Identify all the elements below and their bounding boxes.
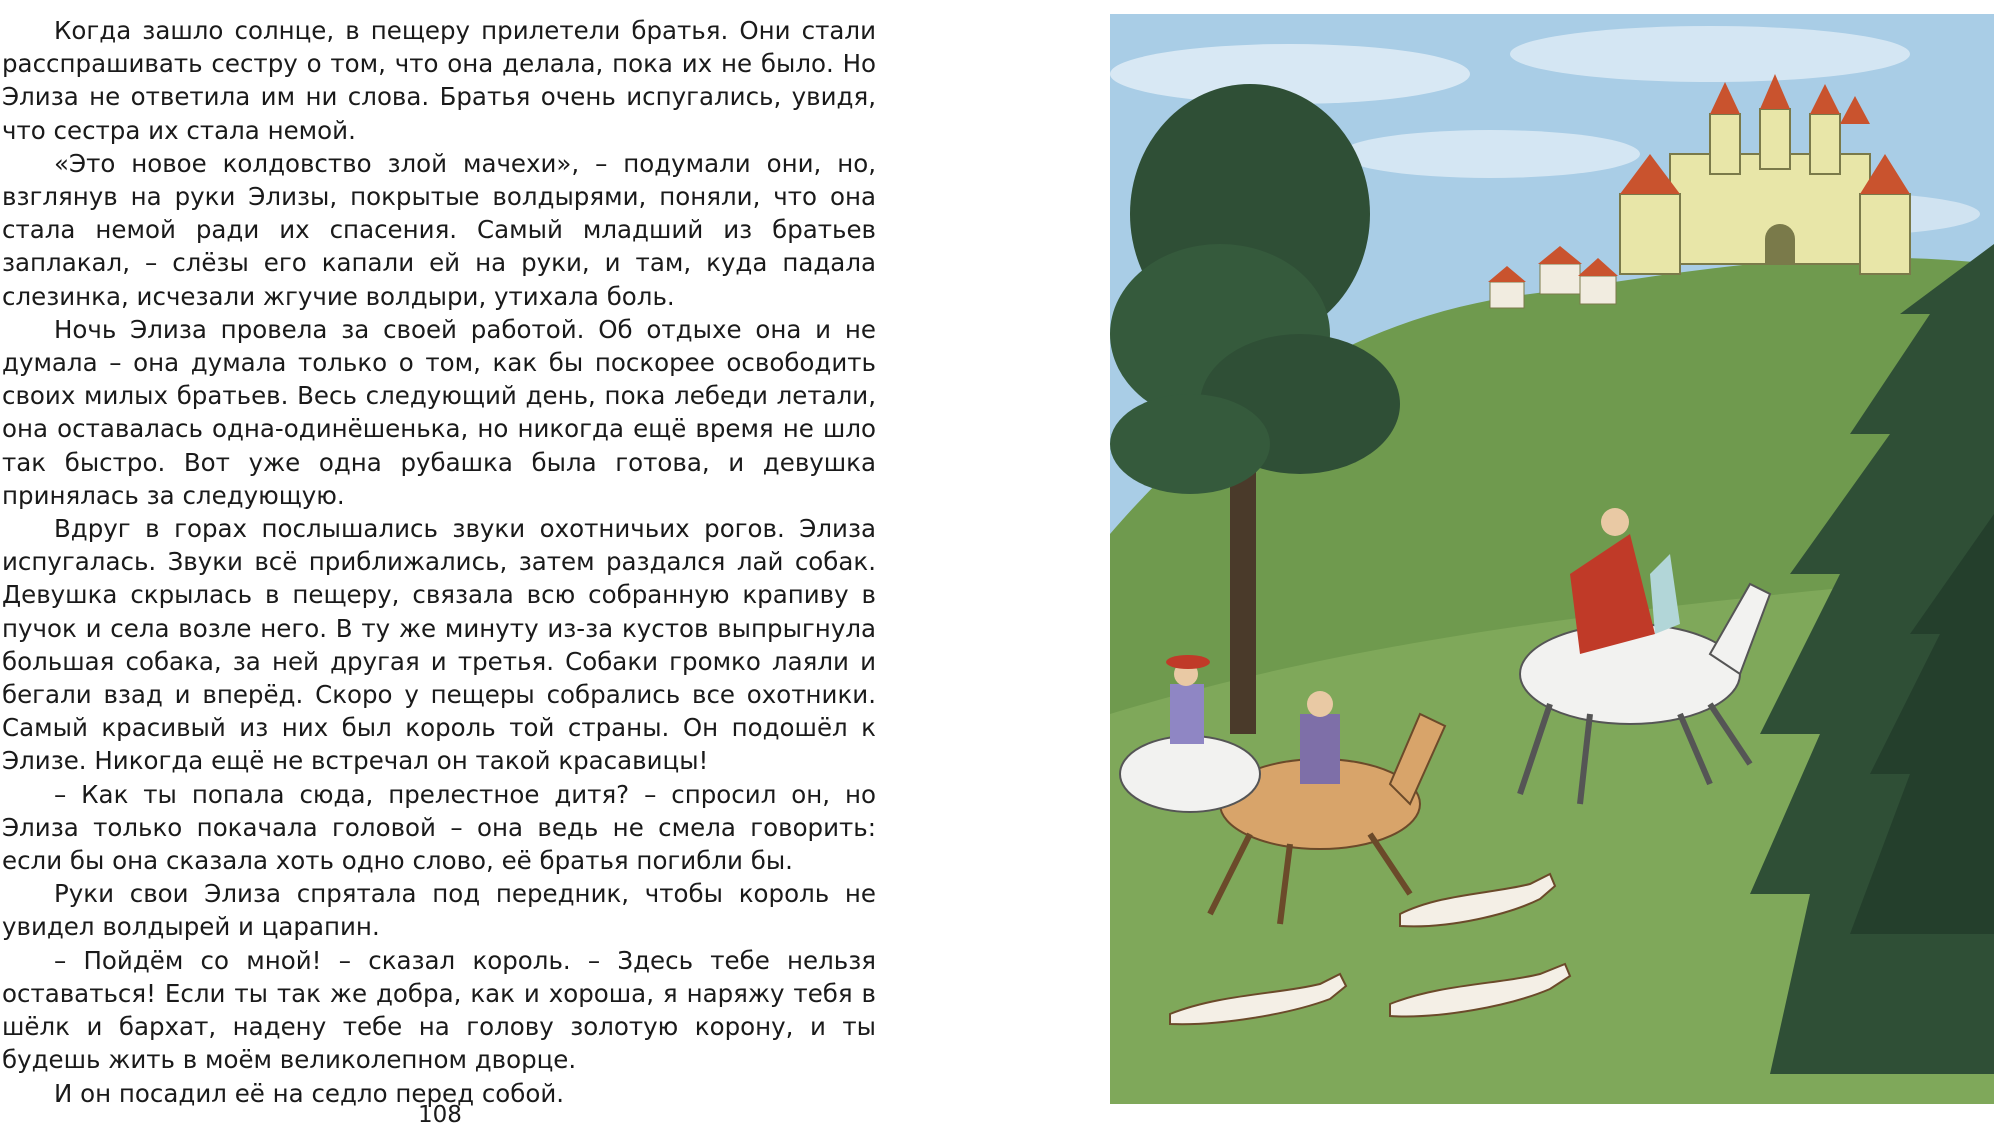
paragraph-4: Вдруг в горах послышались звуки охотничьих рогов. Элиза испугалась. Звуки всё приближались, затем раздался лай собак. Девушка скрылась в пещеру, связала всю собранную крапиву в пучок и села возле него. В ту же минуту из-за кустов выпрыгнула большая собака, за ней другая и третья. Собаки громко лаяли и бегали взад и вперёд. Скоро у пещеры собрались все охотники. Самый красивый из них был король той страны. Он подошёл к Элизе. Никогда ещё не встречал он такой красавицы! (2, 514, 876, 776)
illustration-svg (1110, 14, 1994, 1104)
paragraph-6: Руки свои Элиза спрятала под передник, чтобы король не увидел волдырей и царапин. (2, 879, 876, 942)
story-text (2, 14, 876, 1110)
page-number: 108 (418, 1102, 462, 1128)
cloud (1340, 130, 1640, 178)
paragraph-1: Когда зашло солнце, в пещеру прилетели братья. Они стали расспрашивать сестру о том, что она делала, пока их не было. Но Элиза не ответила им ни слова. Братья очень испугались, увидя, что сестра их стала немой. (2, 16, 876, 145)
paragraph-2: «Это новое колдовство злой мачехи», – подумали они, но, взглянув на руки Элизы, покрытые волдырями, поняли, что она стала немой ради их спасения. Самый младший из братьев заплакал, – слёзы его капали ей на руки, и там, куда падала слезинка, исчезали жгучие волдыри, утихала боль. (2, 148, 876, 311)
paragraph-5: – Как ты попала сюда, прелестное дитя? – спросил он, но Элиза только покачала головой – она ведь не смела говорить: если бы она сказала хоть одно слово, её братья погибли бы. (2, 779, 876, 876)
paragraph-7: – Пойдём со мной! – сказал король. – Здесь тебе нельзя оставаться! Если ты так же добра, как и хороша, я наряжу тебя в шёлк и бархат, надену тебе на голову золотую корону, и ты будешь жить в моём великолепном дворце. (2, 945, 876, 1075)
paragraph-8: И он посадил её на седло перед собой. (54, 1078, 565, 1108)
hunting-scene-illustration (1110, 14, 1994, 1104)
paragraph-3: Ночь Элиза провела за своей работой. Об отдыхе она и не думала – она думала только о том, как бы поскорее освободить своих милых братьев. Весь следующий день, пока лебеди летали, она оставалась одна-одинёшенька, но никогда ещё время не шло так быстро. Вот уже одна рубашка была готова, и девушка принялась за следующую. (2, 314, 876, 510)
cloud (1510, 26, 1910, 82)
